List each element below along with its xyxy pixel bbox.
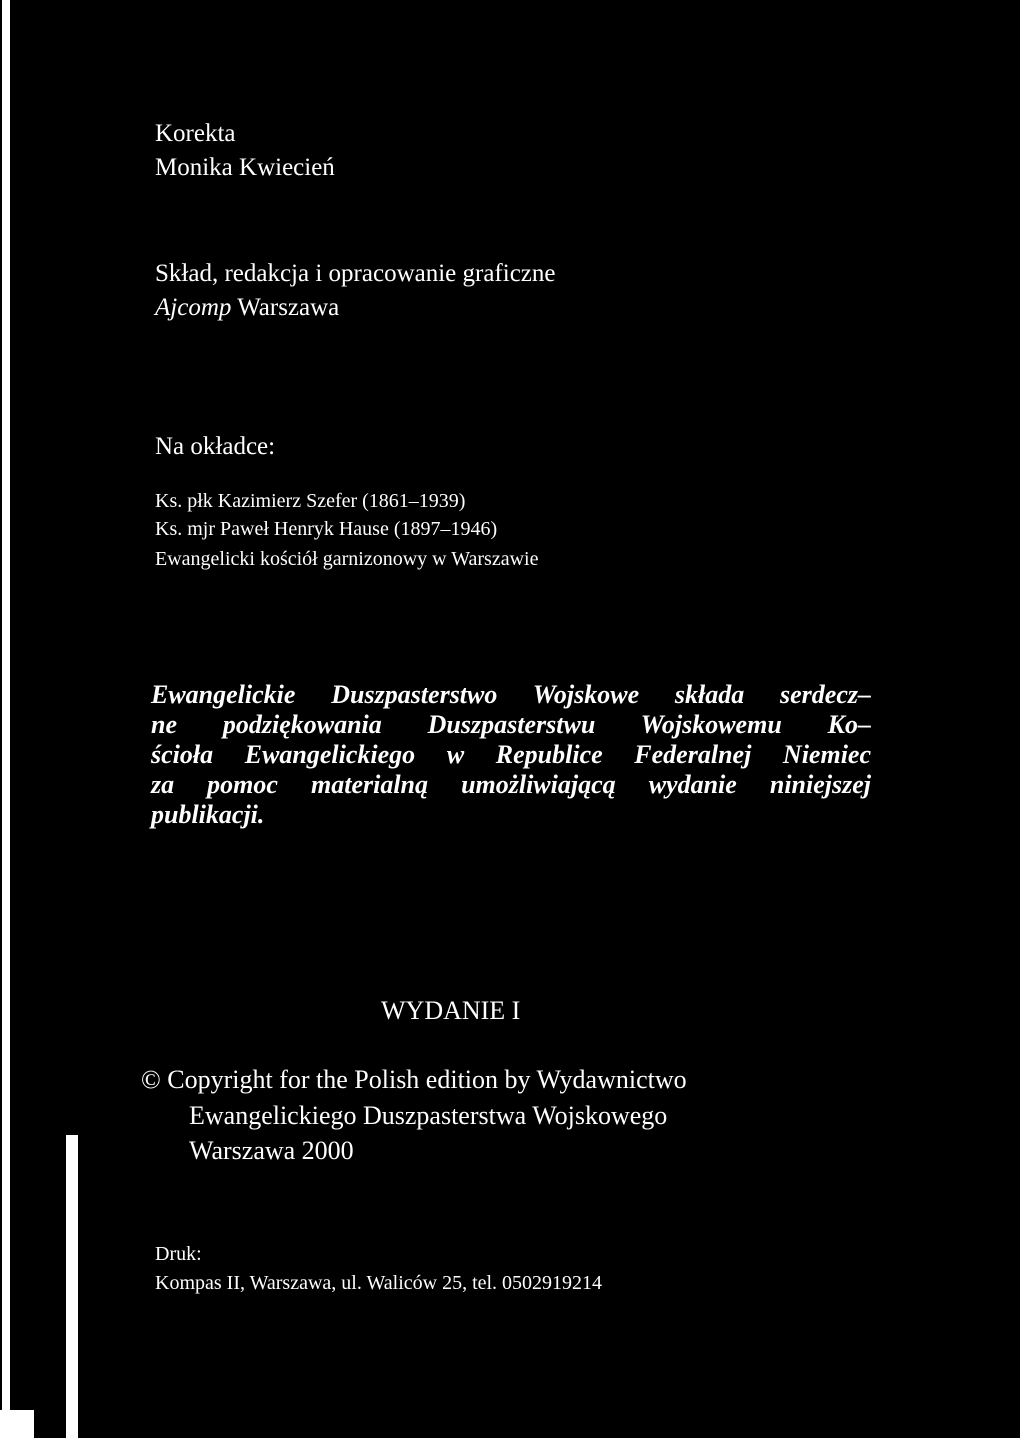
edition-title: WYDANIE I (381, 996, 521, 1025)
cover-item: Ks. mjr Paweł Henryk Hause (1897–1946) (155, 518, 498, 540)
acknowledgement-line: ne podziękowania Duszpasterstwu Wojskowemu Ko– (151, 710, 871, 739)
copyright-line: © Copyright for the Polish edition by Wydawnictwo (141, 1065, 687, 1094)
acknowledgement-line: ścioła Ewangelickiego w Republice Federalnej Niemiec (151, 740, 871, 769)
scan-edge-left (2, 0, 10, 1438)
print-label: Druk: (155, 1243, 202, 1265)
copyright-line: Ewangelickiego Duszpasterstwa Wojskowego (189, 1101, 668, 1130)
acknowledgement-line: za pomoc materialną umożliwiającą wydanie niniejszej (151, 770, 871, 799)
layout-label: Skład, redakcja i opracowanie graficzne (155, 260, 556, 287)
scan-edge-bottom-left (0, 1410, 34, 1438)
scan-edge-bottom-bar (66, 1135, 78, 1438)
layout-city: Warszawa (237, 294, 340, 321)
scan-edge-right (1020, 0, 1024, 1438)
acknowledgement-line: Ewangelickie Duszpasterstwo Wojskowe składa serdecz– (151, 680, 871, 709)
print-details: Kompas II, Warszawa, ul. Waliców 25, tel. 0502919214 (155, 1272, 603, 1294)
layout-company: Ajcomp (155, 294, 232, 321)
cover-item: Ks. płk Kazimierz Szefer (1861–1939) (155, 490, 466, 512)
proofreading-name: Monika Kwiecień (155, 154, 335, 181)
layout-credit (155, 294, 339, 322)
cover-label: Na okładce: (155, 433, 276, 460)
proofreading-label: Korekta (155, 120, 236, 147)
cover-item: Ewangelicki kościół garnizonowy w Warszawie (155, 548, 539, 570)
acknowledgement-paragraph (151, 680, 871, 830)
copyright-line: Warszawa 2000 (189, 1136, 354, 1165)
acknowledgement-line: publikacji. (151, 800, 265, 829)
